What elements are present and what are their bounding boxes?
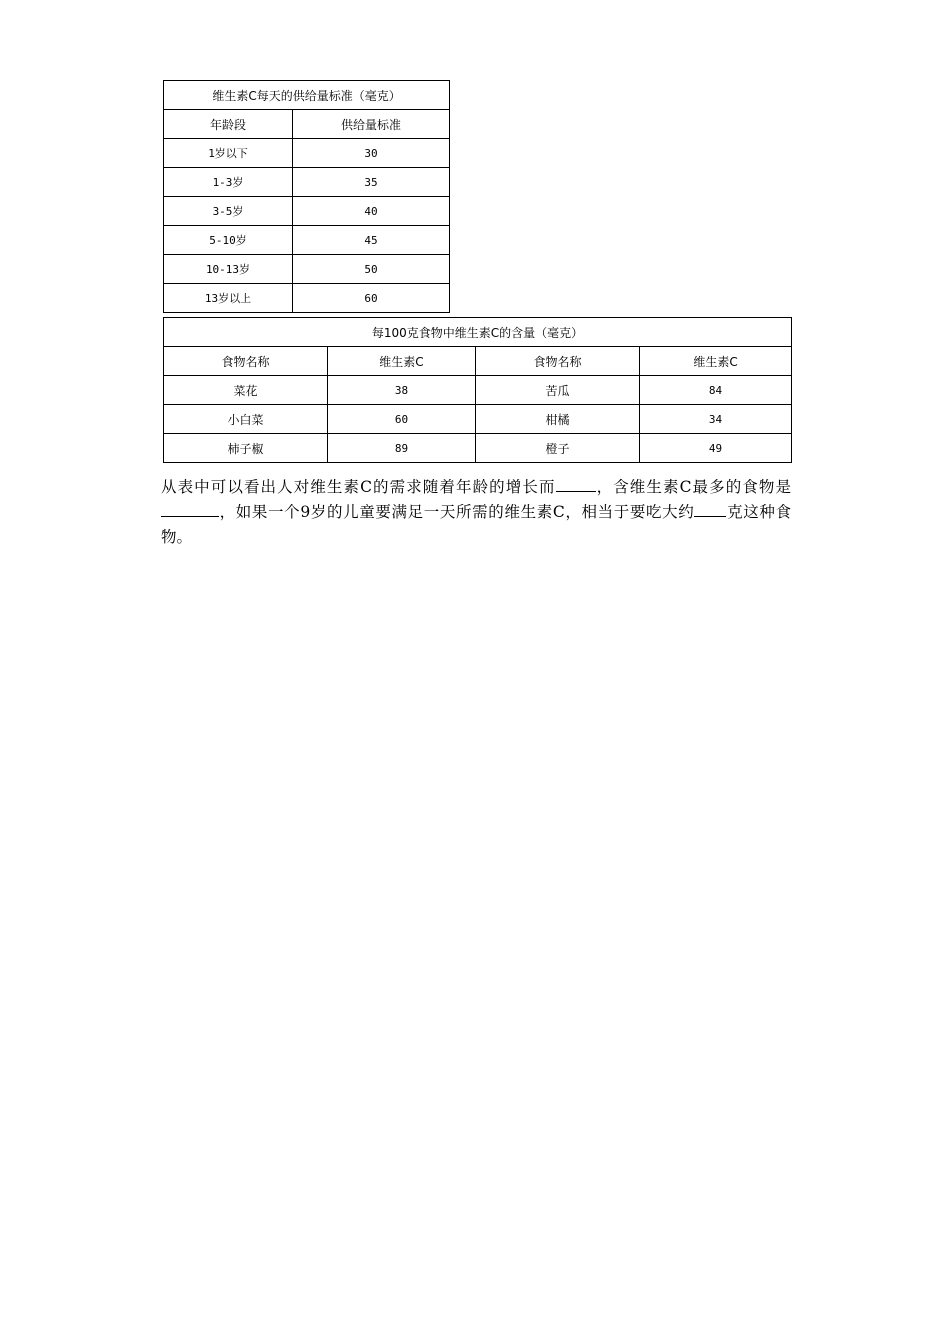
supply-value-cell: 50 [293, 255, 450, 284]
question-text-part4: 克这种食物。 [161, 503, 791, 546]
age-group-cell: 1-3岁 [164, 168, 293, 197]
table-row [164, 139, 450, 168]
question-text-part2: ，含维生素C最多的食物是 [595, 478, 791, 496]
vitamin-c-value-cell: 84 [640, 376, 792, 405]
vitamin-c-value-cell: 38 [328, 376, 476, 405]
table-row [164, 434, 792, 463]
food-name-cell: 橙子 [476, 434, 640, 463]
header-age-group: 年龄段 [164, 110, 293, 139]
table-row [164, 255, 450, 284]
food-name-cell: 小白菜 [164, 405, 328, 434]
supply-value-cell: 45 [293, 226, 450, 255]
header-food-name: 食物名称 [476, 347, 640, 376]
food-name-cell: 柿子椒 [164, 434, 328, 463]
supply-value-cell: 30 [293, 139, 450, 168]
vitamin-c-value-cell: 49 [640, 434, 792, 463]
food-name-cell: 菜花 [164, 376, 328, 405]
table-row [164, 226, 450, 255]
supply-value-cell: 40 [293, 197, 450, 226]
content-table-title: 每100克食物中维生素C的含量（毫克） [164, 318, 792, 347]
age-group-cell: 13岁以上 [164, 284, 293, 313]
table-row [164, 376, 792, 405]
vitamin-c-value-cell: 34 [640, 405, 792, 434]
food-name-cell: 柑橘 [476, 405, 640, 434]
header-vitamin-c: 维生素C [640, 347, 792, 376]
table-row [164, 284, 450, 313]
answer-blank-food[interactable] [161, 501, 219, 518]
vitamin-c-content-table [163, 317, 792, 463]
vitamin-c-value-cell: 89 [328, 434, 476, 463]
vitamin-c-value-cell: 60 [328, 405, 476, 434]
header-supply-standard: 供给量标准 [293, 110, 450, 139]
vitamin-c-supply-table [163, 80, 450, 313]
age-group-cell: 10-13岁 [164, 255, 293, 284]
supply-table-title: 维生素C每天的供给量标准（毫克） [164, 81, 450, 110]
age-group-cell: 1岁以下 [164, 139, 293, 168]
question-paragraph [161, 475, 791, 550]
header-vitamin-c: 维生素C [328, 347, 476, 376]
answer-blank-grams[interactable] [694, 501, 726, 518]
supply-value-cell: 35 [293, 168, 450, 197]
question-text-part1: 从表中可以看出人对维生素C的需求随着年龄的增长而 [161, 478, 556, 496]
age-group-cell: 5-10岁 [164, 226, 293, 255]
table-row [164, 197, 450, 226]
table-row [164, 405, 792, 434]
food-name-cell: 苦瓜 [476, 376, 640, 405]
table-row [164, 168, 450, 197]
question-text-part3: ，如果一个9岁的儿童要满足一天所需的维生素C，相当于要吃大约 [219, 503, 695, 521]
supply-value-cell: 60 [293, 284, 450, 313]
age-group-cell: 3-5岁 [164, 197, 293, 226]
header-food-name: 食物名称 [164, 347, 328, 376]
answer-blank-trend[interactable] [556, 476, 596, 493]
